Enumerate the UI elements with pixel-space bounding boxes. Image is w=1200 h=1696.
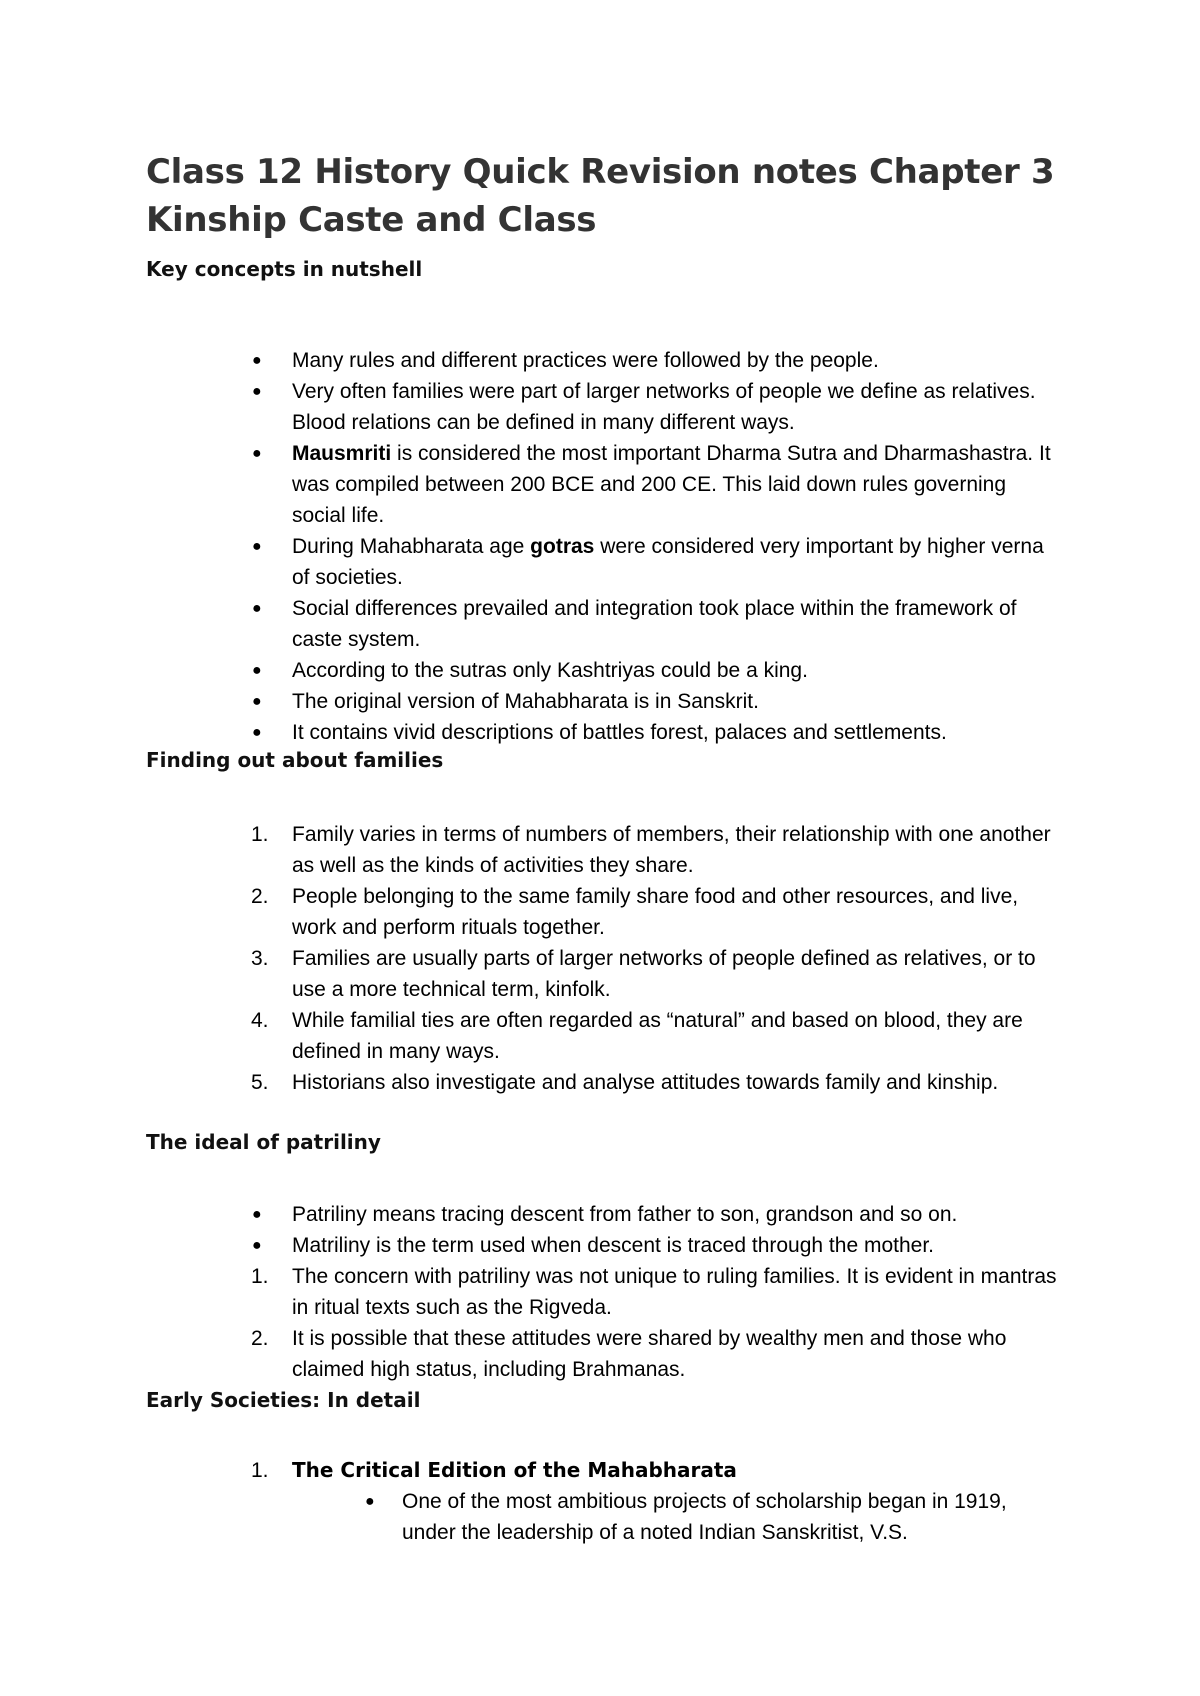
document-title [146, 148, 1066, 244]
title-line-1: Class 12 History Quick Revision notes Chapter 3 [146, 152, 1055, 192]
list-item [0, 1455, 1062, 1486]
bullet-marker: ● [252, 724, 262, 741]
list-item-text: The original version of Mahabharata is in Sanskrit. [292, 690, 759, 713]
bullet-marker: ● [252, 538, 262, 555]
list-item-text: According to the sutras only Kashtriyas could be a king. [292, 659, 808, 682]
list-item [0, 1323, 1062, 1385]
list-item-text: While familial ties are often regarded as “natural” and based on blood, they are defined in many ways. [292, 1009, 1023, 1063]
list-item-text: Historians also investigate and analyse attitudes towards family and kinship. [292, 1071, 999, 1094]
list-item-text: Social differences prevailed and integration took place within the framework of caste system. [292, 597, 1017, 651]
list-item-text: were considered very important by higher verna of societies. [292, 535, 1044, 589]
subsection-title: The Critical Edition of the Mahabharata [292, 1458, 737, 1482]
number-marker: 3. [251, 947, 269, 970]
early-societies-sub-list [0, 1486, 1022, 1548]
bullet-marker: ● [252, 1206, 262, 1223]
list-item-text: is considered the most important Dharma Sutra and Dharmashastra. It was compiled between 200 BCE and 200 CE. This laid down rules governing social life. [292, 442, 1051, 527]
list-item-text: Patriliny means tracing descent from father to son, grandson and so on. [292, 1203, 958, 1226]
list-item-text: Many rules and different practices were followed by the people. [292, 349, 879, 372]
list-item [0, 1261, 1062, 1323]
number-marker: 1. [251, 1265, 269, 1288]
bullet-marker: ● [252, 1237, 262, 1254]
bullet-marker: ● [252, 352, 262, 369]
list-item-text: The concern with patriliny was not unique to ruling families. It is evident in mantras in ritual texts such as the Rigveda. [292, 1265, 1057, 1319]
list-item-text: During Mahabharata age [292, 535, 531, 558]
list-item-text: Family varies in terms of numbers of members, their relationship with one another as well as the kinds of activities they share. [292, 823, 1051, 877]
list-item-text: People belonging to the same family share food and other resources, and live, work and perform rituals together. [292, 885, 1019, 939]
list-item [0, 593, 1062, 655]
list-item [0, 1199, 1062, 1230]
list-item [0, 943, 1062, 1005]
list-item [0, 1486, 1022, 1548]
section-heading-patriliny: The ideal of patriliny [146, 1130, 381, 1154]
bullet-marker: ● [252, 693, 262, 710]
number-marker: 1. [251, 1459, 269, 1482]
list-item-text: Very often families were part of larger networks of people we define as relatives. Blood relations can be defined in many different ways. [292, 380, 1036, 434]
list-item-text: Families are usually parts of larger networks of people defined as relatives, or to use a more technical term, kinfolk. [292, 947, 1036, 1001]
early-societies-list [0, 1455, 1062, 1486]
list-item [0, 655, 1062, 686]
list-item [0, 717, 1062, 748]
list-item-text: Matriliny is the term used when descent is traced through the mother. [292, 1234, 934, 1257]
bullet-marker: ● [252, 383, 262, 400]
list-item [0, 438, 1062, 531]
patriliny-bullet-list [0, 1199, 1062, 1261]
list-item [0, 1067, 1062, 1098]
bold-term: gotras [530, 535, 595, 558]
list-item [0, 376, 1062, 438]
list-item [0, 345, 1062, 376]
key-concepts-list [0, 345, 1062, 748]
list-item [0, 819, 1062, 881]
list-item-text: It is possible that these attitudes were shared by wealthy men and those who claimed high status, including Brahmanas. [292, 1327, 1007, 1381]
families-list [0, 819, 1062, 1098]
section-heading-families: Finding out about families [146, 748, 444, 772]
list-item [0, 1230, 1062, 1261]
bullet-marker: ● [365, 1493, 375, 1510]
number-marker: 4. [251, 1009, 269, 1032]
bullet-marker: ● [252, 662, 262, 679]
section-heading-early-societies: Early Societies: In detail [146, 1388, 421, 1412]
bullet-marker: ● [252, 600, 262, 617]
list-item-text: One of the most ambitious projects of scholarship began in 1919, under the leadership of a noted Indian Sanskritist, V.S. [402, 1490, 1007, 1544]
number-marker: 1. [251, 823, 269, 846]
section-heading-key-concepts: Key concepts in nutshell [146, 257, 423, 281]
title-line-2: Kinship Caste and Class [146, 200, 597, 240]
list-item-text: It contains vivid descriptions of battles forest, palaces and settlements. [292, 721, 947, 744]
bullet-marker: ● [252, 445, 262, 462]
bold-term: Mausmriti [292, 442, 392, 465]
list-item [0, 686, 1062, 717]
number-marker: 2. [251, 885, 269, 908]
list-item [0, 1005, 1062, 1067]
number-marker: 2. [251, 1327, 269, 1350]
list-item [0, 881, 1062, 943]
patriliny-numbered-list [0, 1261, 1062, 1385]
number-marker: 5. [251, 1071, 269, 1094]
list-item [0, 531, 1062, 593]
